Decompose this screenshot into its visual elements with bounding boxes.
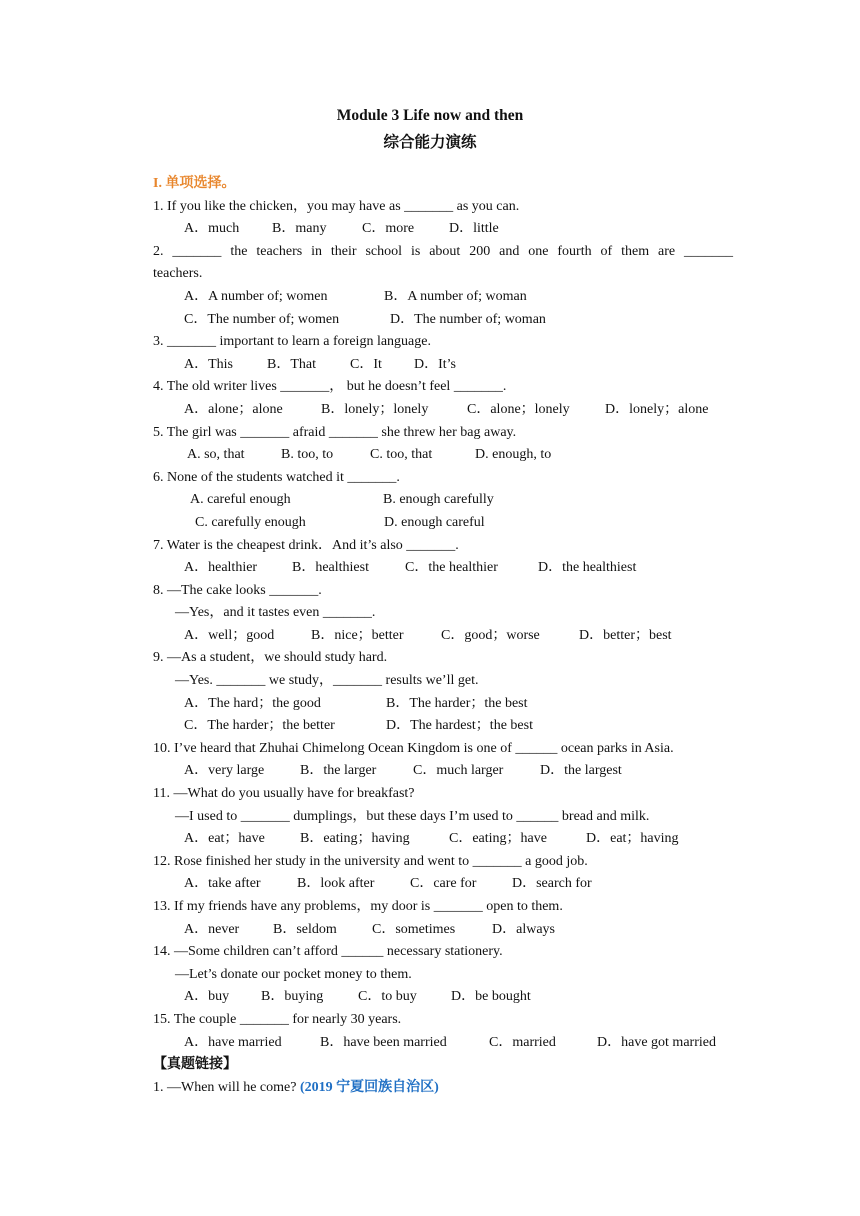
option: D．It’s (414, 356, 456, 372)
option: A．never (184, 921, 240, 937)
section-heading: I. 单项选择。 (153, 176, 236, 191)
option-row (153, 873, 733, 896)
option: C．to buy (358, 989, 417, 1005)
option: A. careful enough (190, 492, 291, 508)
option: C．married (489, 1034, 556, 1050)
option: C．much larger (413, 763, 504, 779)
option: B. enough carefully (383, 492, 494, 508)
question-stem: 9. —As a student，we should study hard. (153, 650, 388, 666)
option: D．the largest (540, 763, 622, 779)
option: A．buy (184, 989, 230, 1005)
option: D．have got married (597, 1034, 716, 1050)
question-stem-continued: teachers. (153, 266, 203, 282)
question-stem: 15. The couple _______ for nearly 30 years. (153, 1011, 402, 1027)
option: A．much (184, 221, 240, 237)
question-text: 1. —When will he come? (153, 1079, 297, 1095)
option-row (153, 715, 733, 738)
option: B．have been married (320, 1034, 447, 1050)
option: C．care for (410, 876, 477, 892)
option: B．buying (261, 989, 324, 1005)
question-stem: 12. Rose finished her study in the university and went to _______ a good job. (153, 853, 588, 869)
option: A．have married (184, 1034, 282, 1050)
dialogue-reply: —Let’s donate our pocket money to them. (175, 966, 412, 982)
option: C．The number of; women (184, 311, 340, 327)
option: B．the larger (300, 763, 377, 779)
dialogue-reply: —I used to _______ dumplings，but these days I’m used to ______ bread and milk. (175, 808, 650, 824)
option: B．eating；having (300, 831, 410, 847)
option: C．more (362, 221, 415, 237)
option-row (153, 828, 733, 851)
option: B．look after (297, 876, 375, 892)
option: A．The hard；the good (184, 695, 321, 711)
question-stem: 14. —Some children can’t afford ______ necessary stationery. (153, 944, 503, 960)
option: D．the healthiest (538, 560, 637, 576)
question-stem: 4. The old writer lives _______， but he doesn’t feel _______. (153, 379, 507, 395)
option-row (153, 444, 733, 467)
question-stem: 8. —The cake looks _______. (153, 582, 322, 598)
option: D．lonely；alone (605, 401, 709, 417)
option: A．A number of; women (184, 288, 328, 304)
option: B．many (272, 221, 327, 237)
option-row (153, 693, 733, 716)
option-row (153, 309, 733, 332)
option-row (153, 286, 733, 309)
dialogue-reply: —Yes. _______ we study，_______ results we’ll get. (175, 673, 479, 689)
option: A．very large (184, 763, 265, 779)
dialogue-reply: —Yes，and it tastes even _______. (175, 605, 376, 621)
option-row (153, 399, 733, 422)
option-row (153, 557, 733, 580)
option-row (153, 986, 733, 1009)
question-stem: 2. _______ the teachers in their school is about 200 and one fourth of them are _______ (153, 243, 733, 259)
source-tag: (2019 宁夏回族自治区) (299, 1079, 439, 1095)
option: A．eat；have (184, 831, 265, 847)
question-stem: 5. The girl was _______ afraid _______ she threw her bag away. (153, 424, 517, 440)
option: C．alone；lonely (467, 401, 570, 417)
option: A．This (184, 356, 233, 372)
exam-links-heading: 【真题链接】 (153, 1057, 237, 1073)
option: B．healthiest (292, 560, 369, 576)
option-row (153, 919, 733, 942)
question-stem: 6. None of the students watched it _______. (153, 469, 400, 485)
question-stem: 11. —What do you usually have for breakfast? (153, 786, 415, 802)
option: B. too, to (281, 447, 334, 463)
option: A. so, that (187, 447, 245, 463)
option-row (153, 354, 733, 377)
question-stem: 7. Water is the cheapest drink．And it’s also _______. (153, 537, 459, 553)
option: B．nice；better (311, 627, 404, 643)
option: C．the healthier (405, 560, 498, 576)
option: B．The harder；the best (386, 695, 528, 711)
question-list (153, 173, 733, 1099)
option: D. enough, to (475, 447, 552, 463)
option-row (153, 512, 733, 535)
option: B．That (267, 356, 316, 372)
question-stem (153, 1077, 733, 1100)
option-row (153, 218, 733, 241)
option-row (153, 1032, 733, 1055)
option: C. too, that (370, 447, 433, 463)
option: C．It (350, 356, 382, 372)
option: D．eat；having (586, 831, 679, 847)
option: C．sometimes (372, 921, 456, 937)
option: B．seldom (273, 921, 337, 937)
question-stem: 13. If my friends have any problems，my door is _______ open to them. (153, 899, 563, 914)
page-subtitle: 综合能力演练 (383, 133, 477, 151)
option: C．The harder；the better (184, 718, 335, 734)
option: D. enough careful (384, 514, 485, 530)
option: D．be bought (451, 989, 531, 1005)
question-stem: 1. If you like the chicken，you may have as _______ as you can. (153, 198, 520, 214)
option: D．The hardest；the best (386, 718, 533, 734)
option-row (153, 489, 733, 512)
question-stem: 3. _______ important to learn a foreign language. (153, 334, 431, 350)
option: D．The number of; woman (390, 311, 546, 327)
option: A．take after (184, 876, 261, 892)
option: B．A number of; woman (384, 288, 527, 304)
option-row (153, 625, 733, 648)
option: C．eating；have (449, 831, 547, 847)
option: D．always (492, 921, 555, 937)
option: C．good；worse (441, 627, 540, 643)
option: D．little (449, 221, 499, 237)
option: C. carefully enough (195, 514, 306, 530)
question-stem: 10. I’ve heard that Zhuhai Chimelong Ocean Kingdom is one of ______ ocean parks in Asia. (153, 740, 674, 756)
option: A．alone；alone (184, 401, 283, 417)
option: D．search for (512, 876, 592, 892)
option: D．better；best (579, 627, 672, 643)
option: B．lonely；lonely (321, 401, 429, 417)
option: A．well；good (184, 627, 275, 643)
option: A．healthier (184, 560, 258, 576)
page-title: Module 3 Life now and then (336, 107, 524, 124)
option-row (153, 760, 733, 783)
